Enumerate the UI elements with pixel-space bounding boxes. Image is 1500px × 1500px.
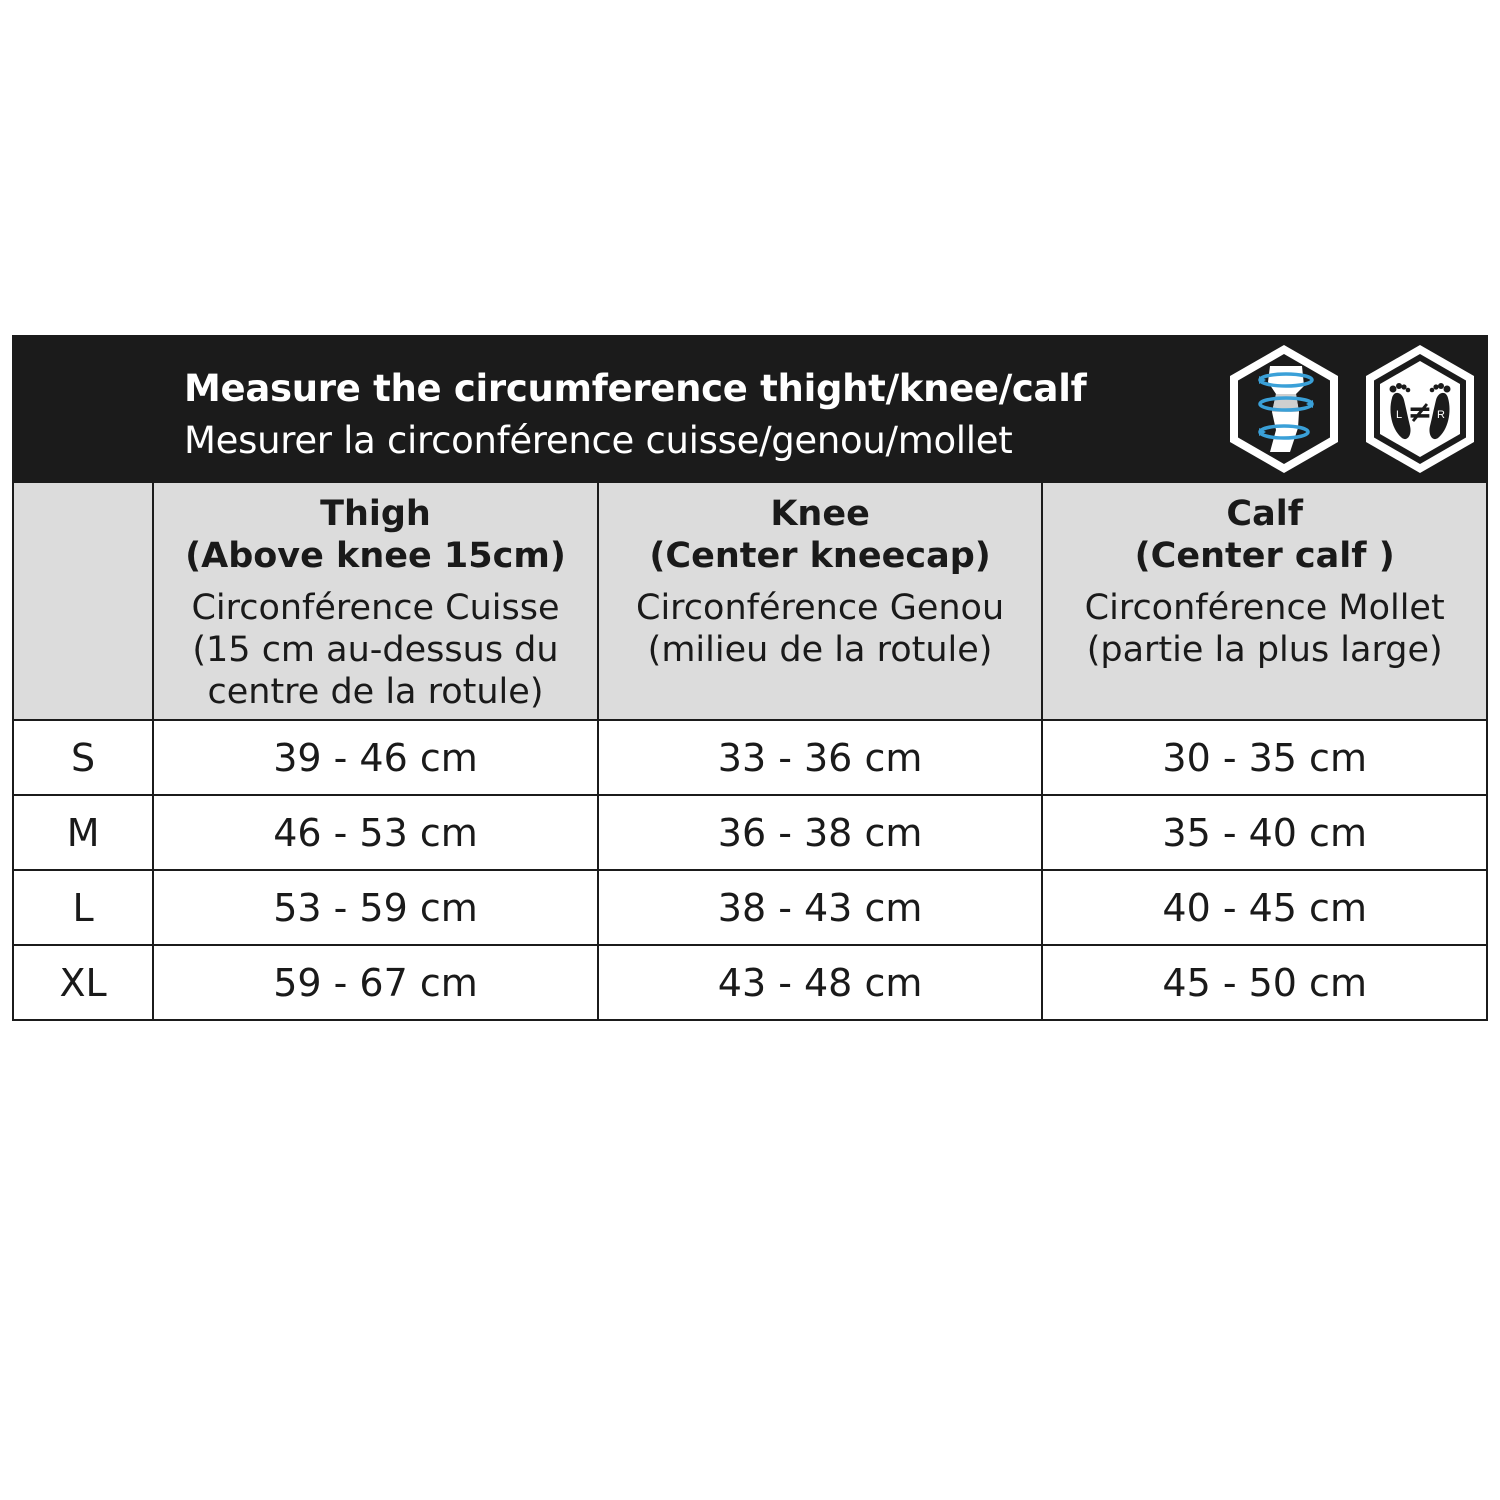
knee-range: 43 - 48 cm xyxy=(598,945,1043,1020)
banner-title xyxy=(184,363,1087,467)
header-size-cell xyxy=(13,482,153,720)
knee-range: 38 - 43 cm xyxy=(598,870,1043,945)
calf-range: 35 - 40 cm xyxy=(1042,795,1487,870)
header-thigh-french: Circonférence Cuisse (15 cm au-dessus du centre de la rotule) xyxy=(191,588,560,712)
size-table xyxy=(12,481,1488,1021)
size-label: L xyxy=(13,870,153,945)
size-label: M xyxy=(13,795,153,870)
calf-range: 40 - 45 cm xyxy=(1042,870,1487,945)
left-letter: L xyxy=(1395,409,1403,421)
knee-range: 33 - 36 cm xyxy=(598,720,1043,795)
thigh-range: 46 - 53 cm xyxy=(153,795,598,870)
not-equal-symbol: ≠ xyxy=(1407,395,1433,430)
header-calf-title: Calf xyxy=(1226,494,1303,534)
table-row xyxy=(13,945,1487,1020)
header-calf xyxy=(1042,482,1487,720)
header-banner xyxy=(12,335,1488,481)
header-thigh-subtitle: (Above knee 15cm) xyxy=(185,536,566,576)
size-label: XL xyxy=(13,945,153,1020)
title-english: Measure the circumference thight/knee/calf xyxy=(184,367,1087,410)
table-row xyxy=(13,795,1487,870)
calf-range: 45 - 50 cm xyxy=(1042,945,1487,1020)
header-knee xyxy=(598,482,1043,720)
header-knee-french: Circonférence Genou (milieu de la rotule) xyxy=(636,588,1005,670)
thigh-range: 39 - 46 cm xyxy=(153,720,598,795)
table-header-row xyxy=(13,482,1487,720)
header-knee-title: Knee xyxy=(770,494,870,534)
header-calf-subtitle: (Center calf ) xyxy=(1134,536,1395,576)
thigh-range: 53 - 59 cm xyxy=(153,870,598,945)
knee-range: 36 - 38 cm xyxy=(598,795,1043,870)
right-letter: R xyxy=(1437,409,1445,421)
calf-range: 30 - 35 cm xyxy=(1042,720,1487,795)
table-row xyxy=(13,870,1487,945)
header-thigh xyxy=(153,482,598,720)
size-label: S xyxy=(13,720,153,795)
left-right-feet-icon xyxy=(1362,342,1478,476)
header-calf-french: Circonférence Mollet (partie la plus large) xyxy=(1084,588,1445,670)
header-thigh-title: Thigh xyxy=(320,494,431,534)
compression-leg-icon xyxy=(1226,342,1342,476)
thigh-range: 59 - 67 cm xyxy=(153,945,598,1020)
size-chart xyxy=(12,335,1488,1021)
header-knee-subtitle: (Center kneecap) xyxy=(649,536,991,576)
title-french: Mesurer la circonférence cuisse/genou/mollet xyxy=(184,419,1013,462)
table-row xyxy=(13,720,1487,795)
